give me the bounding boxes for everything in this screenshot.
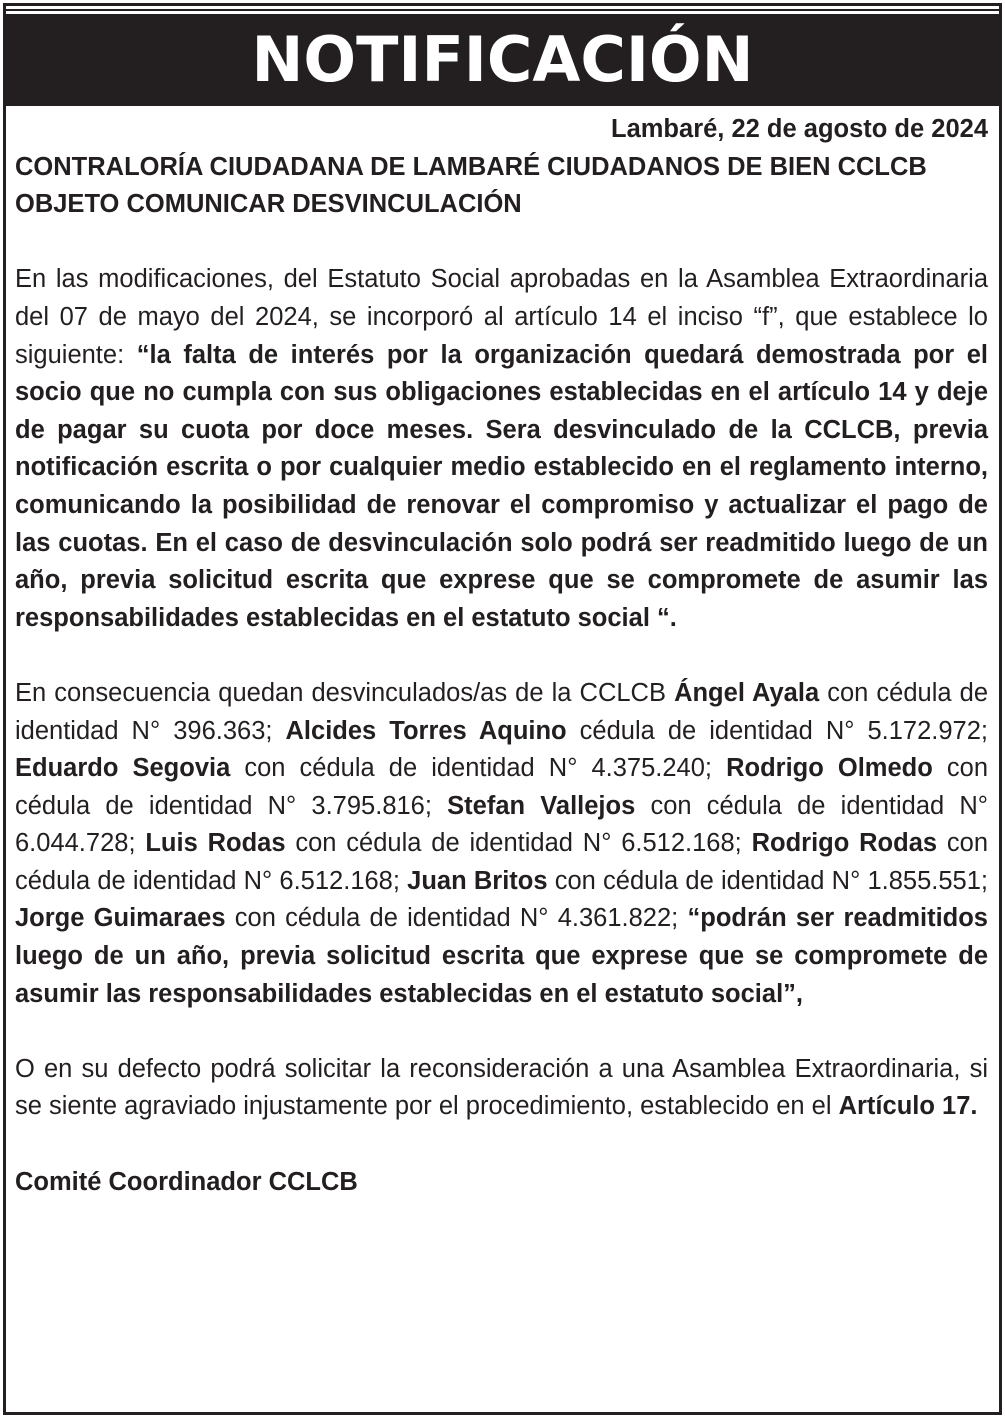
member-id: con cédula de identidad N° 6.512.168; (15, 829, 988, 895)
member-id: cédula de identidad N° 5.172.972; (566, 716, 988, 745)
reconsideration-paragraph (15, 1051, 988, 1126)
top-rule (6, 9, 999, 11)
member-id: con cédula de identidad N° 396.363; (15, 678, 989, 745)
subject-line: OBJETO COMUNICAR DESVINCULACIÓN (15, 190, 522, 219)
member-id: con cédula de identidad N° 3.795.816; (15, 754, 988, 820)
member-name: Juan Britos (407, 866, 548, 895)
member-name: Alcides Torres Aquino (285, 716, 567, 745)
signature: Comité Coordinador CCLCB (15, 1167, 358, 1196)
member-id: con cédula de identidad N° 1.855.551; (547, 866, 989, 895)
member-name: Luis Rodas (145, 829, 286, 858)
member-name: Stefan Vallejos (447, 791, 636, 820)
members-intro: En consecuencia quedan desvinculados/as de la CCLCB (15, 678, 675, 707)
notice-body (15, 111, 988, 1201)
addressee-line: CONTRALORÍA CIUDADANA DE LAMBARÉ CIUDADANOS DE BIEN CCLCB (15, 152, 927, 181)
notice-date: Lambaré, 22 de agosto de 2024 (611, 115, 988, 143)
member-name: Jorge Guimaraes (15, 904, 226, 933)
member-id: con cédula de identidad N° 6.512.168; (285, 829, 752, 858)
member-name: Rodrigo Rodas (751, 829, 938, 858)
reconsideration-text: O en su defecto podrá solicitar la reconsideración a una Asamblea Extraordinaria, si se siente agraviado injustamente por el procedimiento, establecido en el (15, 1054, 988, 1121)
notice-title: NOTIFICACIÓN (6, 14, 999, 106)
member-id: con cédula de identidad N° 4.361.822; (225, 904, 688, 933)
member-id: con cédula de identidad N° 4.375.240; (230, 754, 727, 783)
member-name: Ángel Ayala (674, 678, 820, 707)
statute-quote: “la falta de interés por la organización quedará demostrada por el socio que no cumpla con sus obligaciones establecidas en el artículo 14 y deje de pagar su cuota por doce meses. Sera desvinculado de la CCLCB, previa notificación escrita o por cualquier medio establecido en el reglamento interno, comunicando la posibilidad de renovar el compromiso y actualizar el pago de las cuotas. En el caso de desvinculación solo podrá ser readmitido luego de un año, previa solicitud escrita que exprese que se compromete de asumir las responsabilidades establecidas en el estatuto social “. (15, 340, 988, 632)
member-name: Rodrigo Olmedo (726, 754, 933, 783)
member-name: Eduardo Segovia (15, 754, 231, 783)
article-reference: Artículo 17. (838, 1092, 978, 1121)
member-id: con cédula de identidad N° 6.044.728; (15, 791, 988, 858)
readmission-quote: “podrán ser readmitidos luego de un año, previa solicitud escrita que exprese que se compromete de asumir las responsabilidades establecidas en el estatuto social”, (15, 904, 988, 1008)
statute-paragraph (15, 261, 988, 637)
members-paragraph (15, 675, 988, 1013)
statute-intro: En las modificaciones, del Estatuto Social aprobadas en la Asamblea Extraordinaria del 07 de mayo del 2024, se incorporó al artículo 14 el inciso “f”, que establece lo siguiente: (15, 265, 988, 369)
